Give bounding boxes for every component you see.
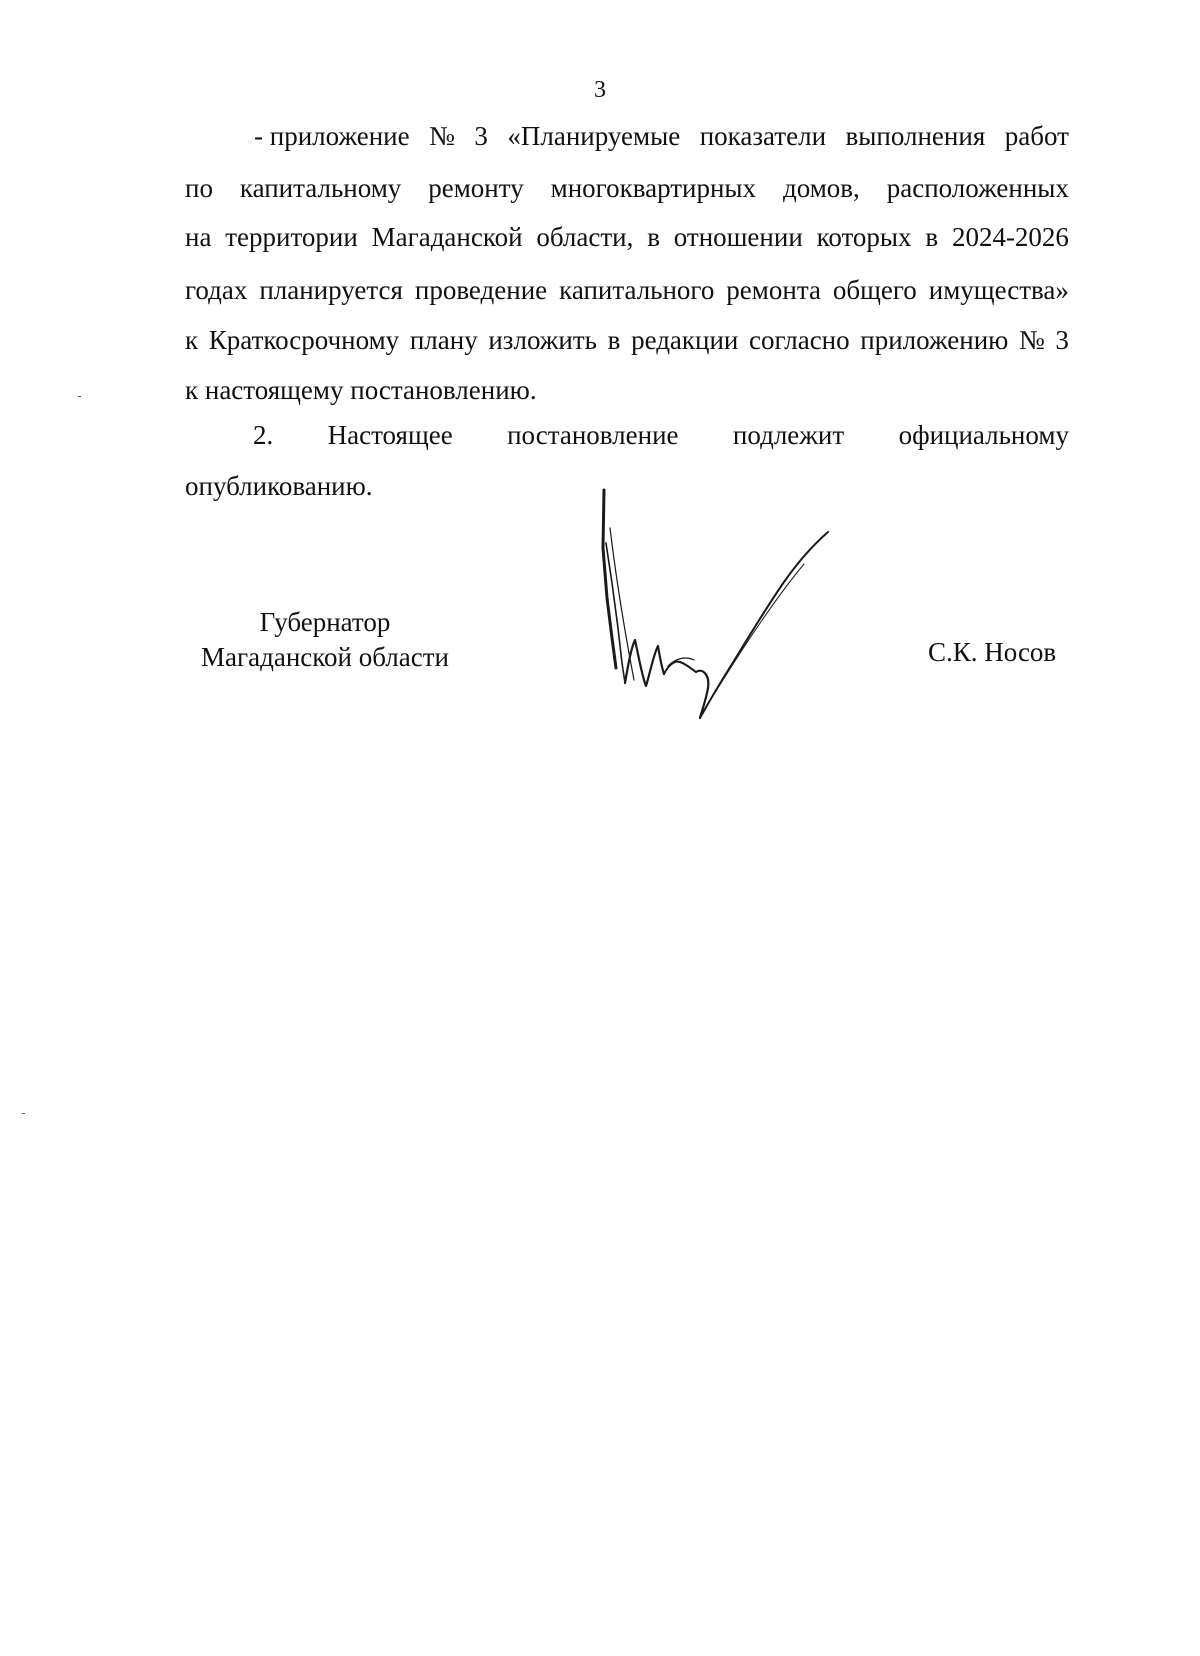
word: - приложение [254,121,410,151]
word: ремонта [726,275,821,305]
word: редакции [631,325,739,355]
word: 3 [474,121,488,151]
word: № [429,121,455,151]
word: официальному [898,420,1069,450]
word: планируется [259,275,403,305]
word: расположенных [886,173,1069,203]
word: имущества» [928,275,1069,305]
word: 2024-2026 [951,222,1069,252]
word: 2. [253,420,274,450]
word: области, [536,222,634,252]
word: домов, [783,173,860,203]
handwritten-signature [598,488,870,728]
word: в [647,222,660,252]
paragraph-1-line-3 [185,221,1069,253]
paragraph-2-line-1 [253,419,1069,451]
word: 3 [1055,325,1069,355]
paragraph-1-line-4 [185,274,1069,306]
word: в [607,325,621,355]
word: согласно [749,325,850,355]
word: капитальному [239,173,402,203]
paragraph-1-line-2 [185,172,1069,204]
word: отношении [673,222,803,252]
word: Магаданской [371,222,523,252]
word: изложить [488,325,597,355]
scan-speck [22,1113,25,1114]
word: Краткосрочному [208,325,400,355]
word: постановление [507,420,679,450]
word: подлежит [732,420,845,450]
word: приложению [860,325,1009,355]
word: годах [185,275,248,305]
word: проведение [414,275,548,305]
word: на [185,222,212,252]
word: капитального [559,275,715,305]
word: Настоящее [327,420,453,450]
word: к [185,325,199,355]
word: по [185,173,213,203]
paragraph-1-line-5 [185,324,1069,356]
word: выполнения [845,121,986,151]
word: «Планируемые [507,121,681,151]
word: которых [816,222,912,252]
word: № [1019,325,1045,355]
page-number: 3 [594,77,606,103]
scan-speck [78,396,81,397]
word: общего [832,275,917,305]
paragraph-2-line-2: опубликованию. [185,471,373,501]
paragraph-1-line-1 [254,120,1069,152]
word: показатели [699,121,827,151]
word: в [925,222,939,252]
word: работ [1004,121,1069,151]
signatory-title-line-2: Магаданской области [201,642,449,672]
signatory-name: С.К. Носов [928,637,1057,667]
word: плану [409,325,478,355]
word: ремонту [428,173,524,203]
signatory-title-line-1: Губернатор [259,607,391,637]
paragraph-1-line-6: к настоящему постановлению. [185,375,537,405]
word: территории [225,222,358,252]
word: многоквартирных [550,173,757,203]
